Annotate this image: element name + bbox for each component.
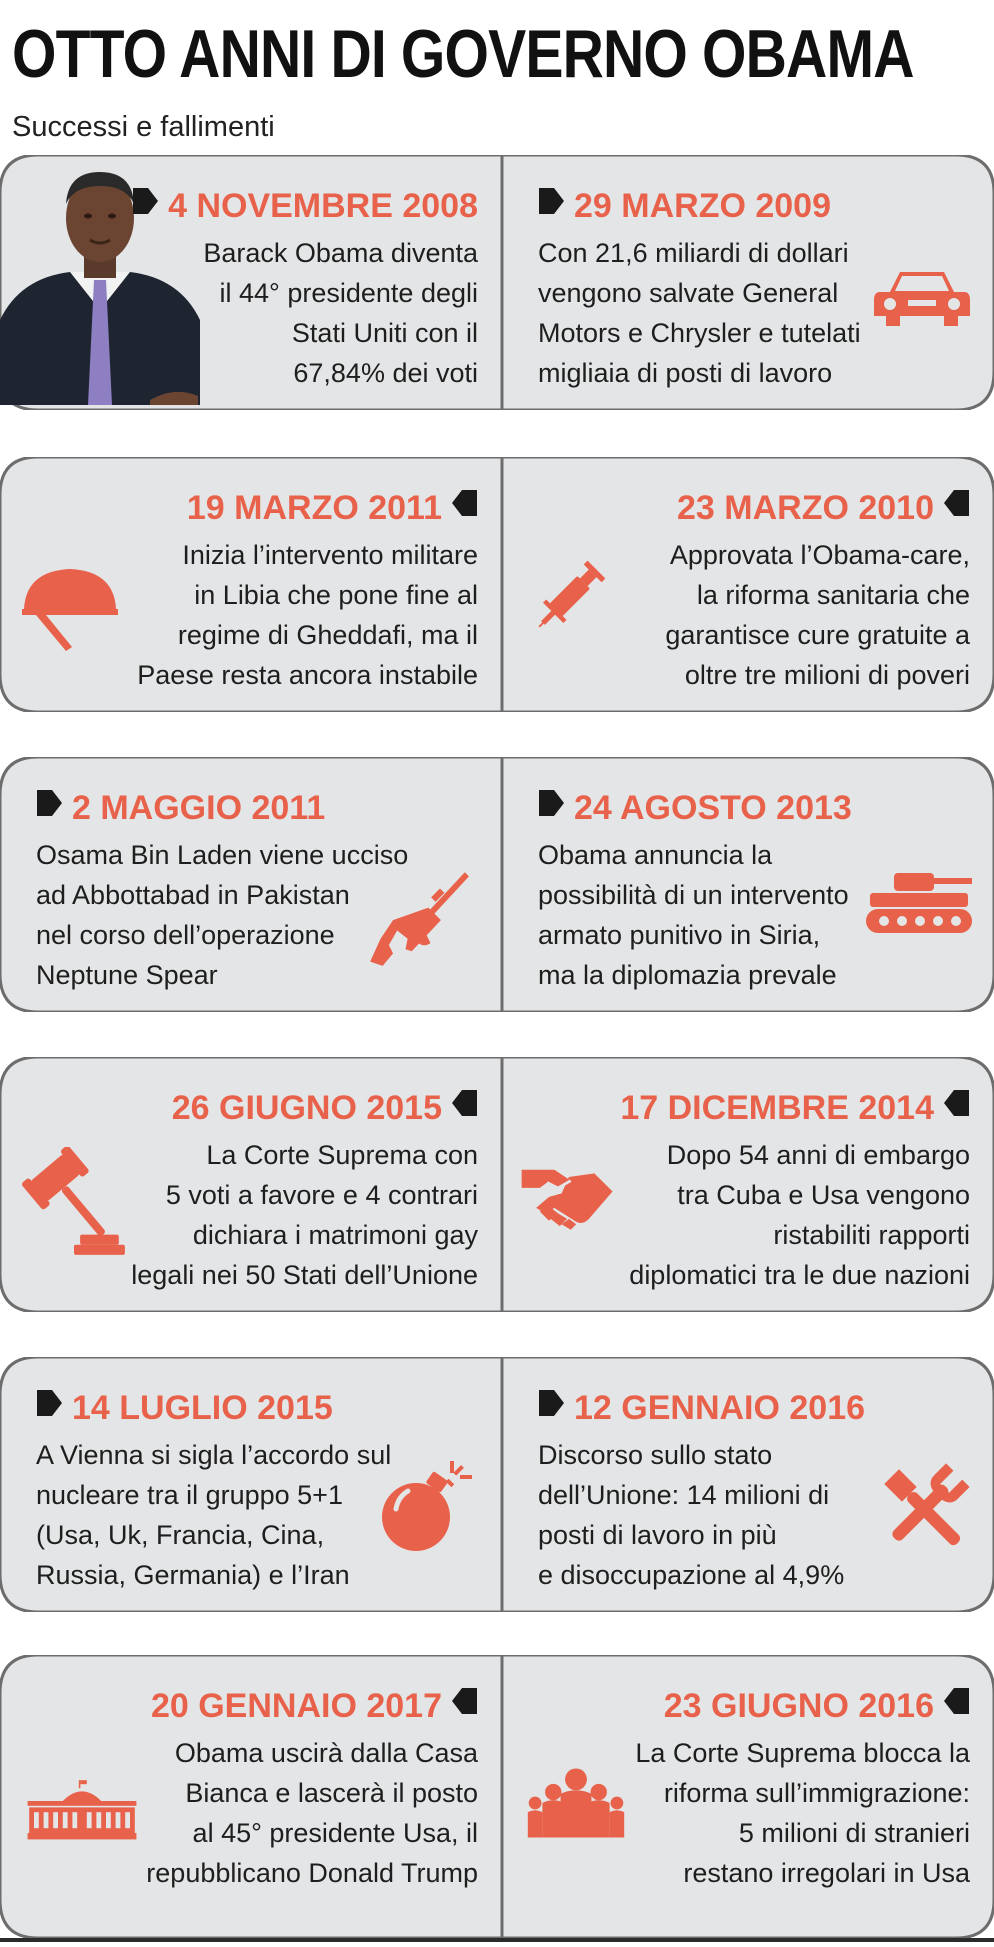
event-date (538, 787, 852, 828)
event-date (677, 487, 970, 528)
event-date (172, 1087, 478, 1128)
event-date (187, 487, 478, 528)
event-date-text: 14 LUGLIO 2015 (72, 1388, 333, 1427)
event-card-10 (502, 1357, 994, 1612)
event-description: Dopo 54 anni di embargo tra Cuba e Usa vengono ristabiliti rapporti diplomatici tra le due nazioni (629, 1140, 970, 1290)
event-description: La Corte Suprema blocca la riforma sull’immigrazione: 5 milioni di stranieri restano irregolari in Usa (635, 1738, 970, 1888)
arrow-right-icon (538, 1387, 564, 1428)
arrow-right-icon (538, 185, 564, 226)
event-card-4 (502, 457, 994, 712)
event-description: Osama Bin Laden viene ucciso ad Abbottabad in Pakistan nel corso dell’operazione Neptune Spear (36, 840, 409, 990)
event-date-text: 4 NOVEMBRE 2008 (168, 186, 478, 225)
rifle-icon (366, 863, 470, 973)
arrow-left-icon (452, 1087, 478, 1128)
syringe-icon (526, 547, 616, 643)
arrow-right-icon (538, 787, 564, 828)
arrow-right-icon (36, 787, 62, 828)
people-icon (526, 1765, 626, 1841)
page-title: OTTO ANNI DI GOVERNO OBAMA (12, 16, 914, 92)
event-date (151, 1685, 478, 1726)
car-icon (872, 263, 972, 335)
event-date (36, 787, 325, 828)
white-house-icon (26, 1769, 138, 1849)
event-description: A Vienna si sigla l’accordo sul nucleare tra il gruppo 5+1 (Usa, Uk, Francia, Cina, Russia, Germania) e l’Iran (36, 1440, 392, 1590)
arrow-left-icon (452, 487, 478, 528)
tank-icon (864, 867, 974, 937)
bomb-icon (374, 1457, 474, 1557)
event-card-1 (0, 155, 502, 410)
event-description: Obama uscirà dalla Casa Bianca e lascerà il posto al 45° presidente Usa, il repubblicano Donald Trump (146, 1738, 478, 1888)
event-date-text: 23 MARZO 2010 (677, 488, 934, 527)
page-subtitle: Successi e fallimenti (12, 111, 275, 143)
arrow-left-icon (944, 1087, 970, 1128)
event-date (538, 185, 831, 226)
event-date-text: 24 AGOSTO 2013 (574, 788, 852, 827)
event-card-5 (0, 757, 502, 1012)
gavel-icon (12, 1147, 136, 1259)
event-date-text: 29 MARZO 2009 (574, 186, 831, 225)
event-card-9 (0, 1357, 502, 1612)
event-date-text: 17 DICEMBRE 2014 (620, 1088, 934, 1127)
event-description: Con 21,6 miliardi di dollari vengono salvate General Motors e Chrysler e tutelati migliaia di posti di lavoro (538, 238, 861, 388)
event-card-3 (0, 457, 502, 712)
event-description: Discorso sullo stato dell’Unione: 14 milioni di posti di lavoro in più e disoccupazione al 4,9% (538, 1440, 845, 1590)
bottom-rule (0, 1938, 994, 1942)
event-description: Barack Obama diventa il 44° presidente degli Stati Uniti con il 67,84% dei voti (203, 238, 478, 388)
event-date (620, 1087, 970, 1128)
arrow-left-icon (944, 487, 970, 528)
event-date-text: 26 GIUGNO 2015 (171, 1088, 442, 1127)
event-date-text: 20 GENNAIO 2017 (150, 1686, 442, 1725)
event-card-11 (0, 1655, 502, 1938)
event-date (538, 1387, 865, 1428)
arrow-left-icon (944, 1685, 970, 1726)
event-description: Inizia l’intervento militare in Libia che pone fine al regime di Gheddafi, ma il Paese resta ancora instabile (137, 540, 478, 690)
event-card-7 (0, 1057, 502, 1312)
event-card-8 (502, 1057, 994, 1312)
event-date (132, 185, 478, 226)
event-date (36, 1387, 333, 1428)
tools-icon (872, 1457, 976, 1561)
arrow-right-icon (36, 1387, 62, 1428)
arrow-right-icon (132, 185, 158, 226)
event-date-text: 12 GENNAIO 2016 (574, 1388, 866, 1427)
event-date-text: 23 GIUGNO 2016 (663, 1686, 934, 1725)
event-card-6 (502, 757, 994, 1012)
event-date-text: 2 MAGGIO 2011 (72, 788, 326, 827)
helmet-icon (20, 565, 120, 655)
event-card-12 (502, 1655, 994, 1938)
handshake-icon (518, 1157, 618, 1237)
event-date-text: 19 MARZO 2011 (186, 488, 442, 527)
event-card-2 (502, 155, 994, 410)
event-date (664, 1685, 970, 1726)
arrow-left-icon (452, 1685, 478, 1726)
event-description: Approvata l’Obama-care, la riforma sanitaria che garantisce cure gratuite a oltre tre milioni di poveri (665, 540, 970, 690)
event-description: La Corte Suprema con 5 voti a favore e 4 contrari dichiara i matrimoni gay legali nei 50 Stati dell’Unione (131, 1140, 478, 1290)
event-description: Obama annuncia la possibilità di un intervento armato punitivo in Siria, ma la diplomazia prevale (538, 840, 849, 990)
